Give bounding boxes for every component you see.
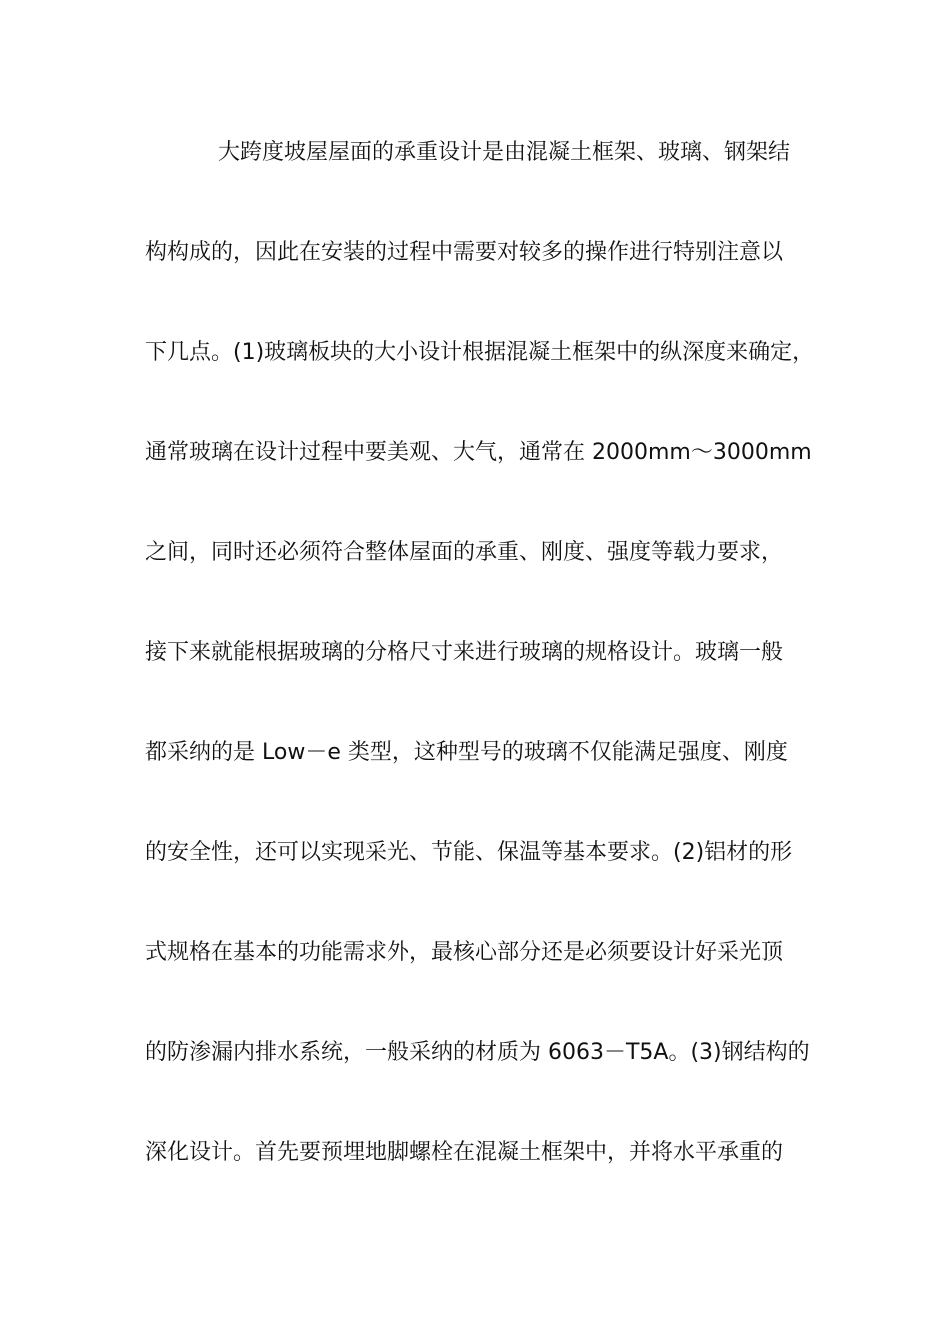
text-line-1: 大跨度坡屋屋面的承重设计是由混凝土框架、玻璃、钢架结 (218, 140, 791, 165)
text-line-10: 的防渗漏内排水系统，一般采纳的材质为 6063－T5A。(3)钢结构的 (145, 1040, 810, 1065)
text-line-7: 都采纳的是 Low－e 类型，这种型号的玻璃不仅能满足强度、刚度 (145, 740, 788, 765)
text-line-4: 通常玻璃在设计过程中要美观、大气，通常在 2000mm～3000mm (145, 440, 812, 465)
text-line-8: 的安全性，还可以实现采光、节能、保温等基本要求。(2)铝材的形 (145, 840, 793, 865)
text-line-11: 深化设计。首先要预埋地脚螺栓在混凝土框架中，并将水平承重的 (145, 1140, 784, 1165)
text-line-3: 下几点。(1)玻璃板块的大小设计根据混凝土框架中的纵深度来确定， (145, 340, 815, 365)
text-line-2: 构构成的，因此在安装的过程中需要对较多的操作进行特别注意以 (145, 240, 784, 265)
body-paragraph (145, 129, 825, 1229)
text-line-9: 式规格在基本的功能需求外，最核心部分还是必须要设计好采光顶 (145, 940, 784, 965)
text-line-5: 之间，同时还必须符合整体屋面的承重、刚度、强度等载力要求， (145, 540, 784, 565)
text-line-6: 接下来就能根据玻璃的分格尺寸来进行玻璃的规格设计。玻璃一般 (145, 640, 784, 665)
